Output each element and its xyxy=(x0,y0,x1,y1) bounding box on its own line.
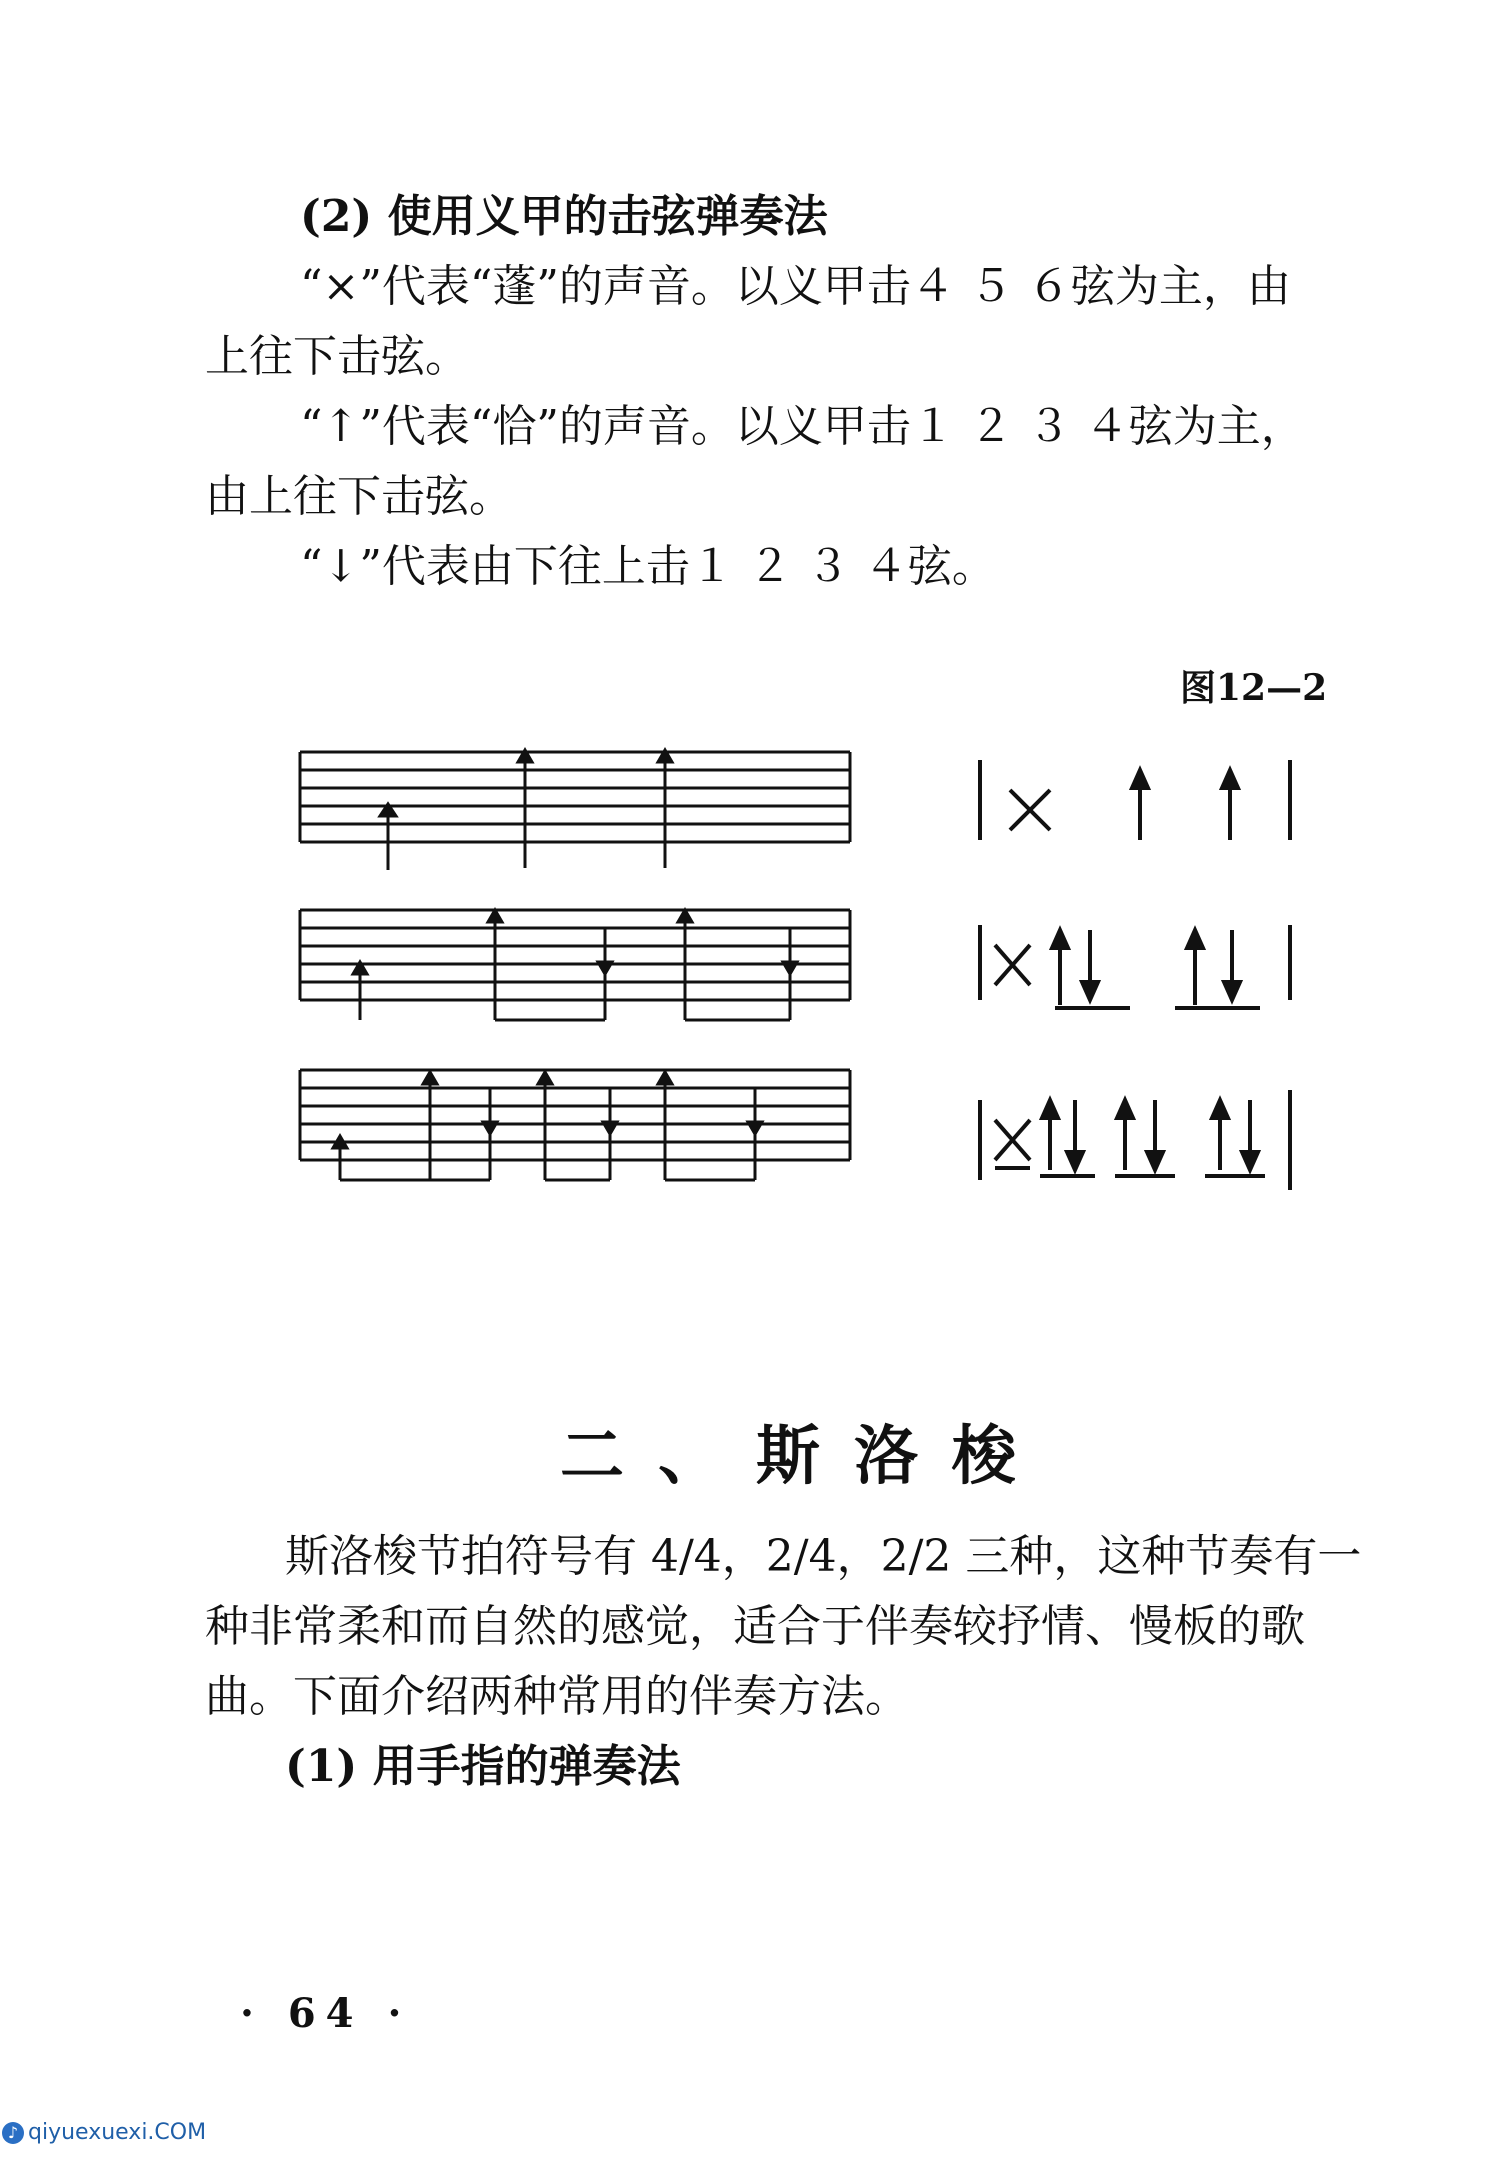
subheading-2: (2) 使用义甲的击弦弹奏法 xyxy=(300,191,828,242)
section-body-line-2: 种非常柔和而自然的感觉，适合于伴奏较抒情、慢板的歌 xyxy=(205,1601,1305,1652)
section-title: 二、斯洛梭 xyxy=(560,1419,1050,1494)
section-body-line-3: 曲。下面介绍两种常用的伴奏方法。 xyxy=(205,1671,909,1722)
paragraph-up-line-2: 由上往下击弦。 xyxy=(205,471,513,522)
tab-staff-1 xyxy=(300,750,850,870)
paragraph-x-line-2: 上往下击弦。 xyxy=(205,331,469,382)
figure-label: 图12—2 xyxy=(1180,667,1328,709)
tablature-figure xyxy=(280,730,880,1230)
paragraph-x-line-1: “×”代表“蓬”的声音。以义甲击４ ５ ６弦为主，由 xyxy=(300,261,1291,312)
watermark-logo-icon: ♪ xyxy=(2,2122,24,2144)
rhythm-row-2 xyxy=(980,925,1290,1008)
rhythm-symbols xyxy=(960,740,1340,1220)
paragraph-down-line: “↓”代表由下往上击１ ２ ３ ４弦。 xyxy=(300,541,996,592)
paragraph-up-line-1: “↑”代表“恰”的声音。以义甲击１ ２ ３ ４弦为主， xyxy=(300,401,1305,452)
rhythm-row-1 xyxy=(980,760,1290,840)
subheading-1: (1) 用手指的弹奏法 xyxy=(285,1741,681,1792)
tab-staff-2 xyxy=(300,910,850,1020)
tab-staff-3 xyxy=(300,1070,850,1180)
section-body-line-1: 斯洛梭节拍符号有 4/4，2/4，2/2 三种，这种节奏有一 xyxy=(285,1531,1362,1582)
watermark-text: qiyuexuexi.COM xyxy=(28,2120,207,2145)
watermark xyxy=(2,2120,206,2145)
page-number: · 64 · xyxy=(240,1990,412,2037)
rhythm-row-3 xyxy=(980,1090,1290,1190)
